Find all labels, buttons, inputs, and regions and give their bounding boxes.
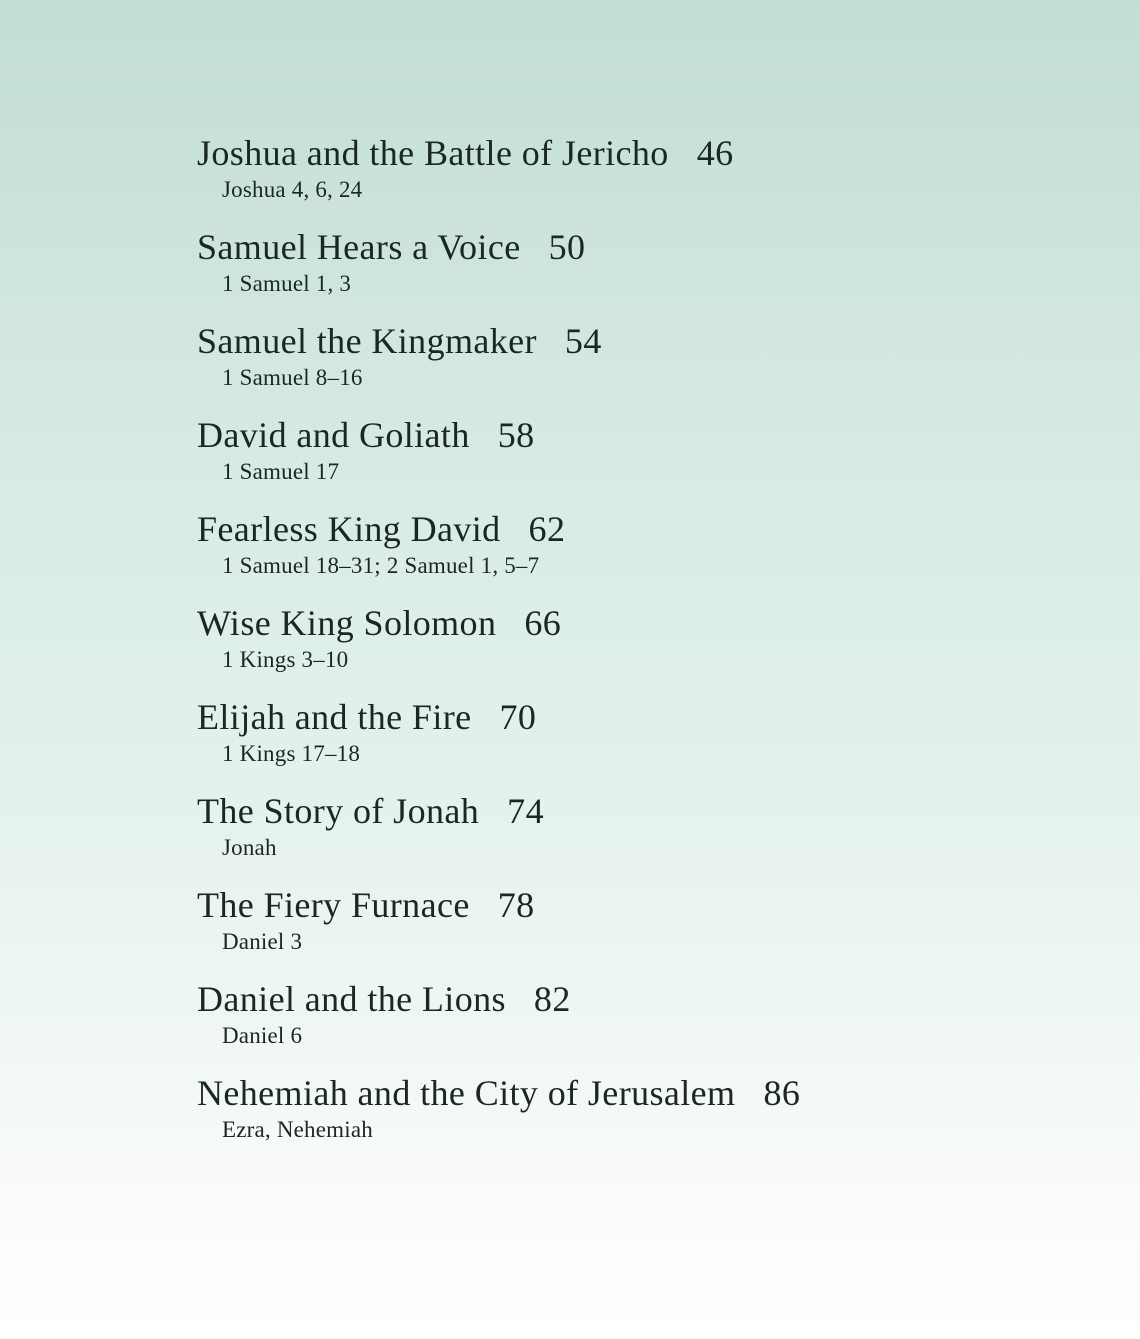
toc-entry-reference: Ezra, Nehemiah xyxy=(222,1117,373,1142)
toc-entry xyxy=(197,883,1100,956)
toc-entry-page-number: 82 xyxy=(533,979,571,1019)
toc-entry xyxy=(197,507,1100,580)
toc-entry xyxy=(197,225,1100,298)
toc-entry-title: Wise King Solomon xyxy=(197,603,497,643)
toc-entry-title-line xyxy=(197,507,1100,551)
toc-entry-title-line xyxy=(197,1071,1100,1115)
toc-entry-title: Daniel and the Lions xyxy=(197,979,506,1019)
toc-entry-title-line xyxy=(197,319,1100,363)
toc-entry-title: The Fiery Furnace xyxy=(197,885,470,925)
toc-entry-title: Joshua and the Battle of Jericho xyxy=(197,133,669,173)
toc-entry-page-number: 74 xyxy=(507,791,544,831)
toc-entry-reference: 1 Samuel 1, 3 xyxy=(222,271,352,296)
toc-entry-page-number: 62 xyxy=(528,509,566,549)
toc-entry-title: David and Goliath xyxy=(197,415,470,455)
toc-entry-reference: 1 Kings 3–10 xyxy=(222,647,349,672)
toc-entry xyxy=(197,695,1100,768)
toc-entry-page-number: 50 xyxy=(548,227,586,267)
toc-entry-title: Nehemiah and the City of Jerusalem xyxy=(197,1073,736,1113)
toc-entry-page-number: 66 xyxy=(524,603,562,643)
toc-entry-page-number: 70 xyxy=(499,697,537,737)
toc-entry xyxy=(197,601,1100,674)
toc-entry-title: Samuel the Kingmaker xyxy=(197,321,537,361)
toc-entry xyxy=(197,413,1100,486)
toc-entry-reference: Daniel 6 xyxy=(222,1023,303,1048)
toc-entry xyxy=(197,977,1100,1050)
toc-entry-title-line xyxy=(197,131,1100,175)
toc-entry-reference: 1 Samuel 18–31; 2 Samuel 1, 5–7 xyxy=(222,553,540,578)
toc-entry-page-number: 58 xyxy=(497,415,535,455)
toc-entry-page-number: 46 xyxy=(696,133,734,173)
toc-entry xyxy=(197,319,1100,392)
toc-entry-reference: 1 Samuel 17 xyxy=(222,459,340,484)
toc-entry-page-number: 54 xyxy=(564,321,602,361)
toc-entry-title-line xyxy=(197,977,1100,1021)
toc-entry-title-line xyxy=(197,601,1100,645)
toc-entry-reference: Jonah xyxy=(222,835,277,860)
toc-entry-reference: Daniel 3 xyxy=(222,929,303,954)
toc-entry-title-line xyxy=(197,413,1100,457)
toc-entry-title-line xyxy=(197,789,1100,833)
toc-entry-reference: Joshua 4, 6, 24 xyxy=(222,177,363,202)
toc-entry-page-number: 78 xyxy=(497,885,535,925)
toc-entry-title-line xyxy=(197,883,1100,927)
toc-entry-page-number: 86 xyxy=(763,1073,801,1113)
toc-entry-reference: 1 Samuel 8–16 xyxy=(222,365,363,390)
toc-entry xyxy=(197,131,1100,204)
toc-entry-title: Elijah and the Fire xyxy=(197,697,472,737)
toc-entry-title: The Story of Jonah xyxy=(197,791,480,831)
toc-entry-title-line xyxy=(197,225,1100,269)
toc-entry-title: Fearless King David xyxy=(197,509,501,549)
toc-entry xyxy=(197,1071,1100,1144)
toc-entry-title-line xyxy=(197,695,1100,739)
toc-entry-title: Samuel Hears a Voice xyxy=(197,227,521,267)
toc-entry-reference: 1 Kings 17–18 xyxy=(222,741,361,766)
toc-entry xyxy=(197,789,1100,862)
